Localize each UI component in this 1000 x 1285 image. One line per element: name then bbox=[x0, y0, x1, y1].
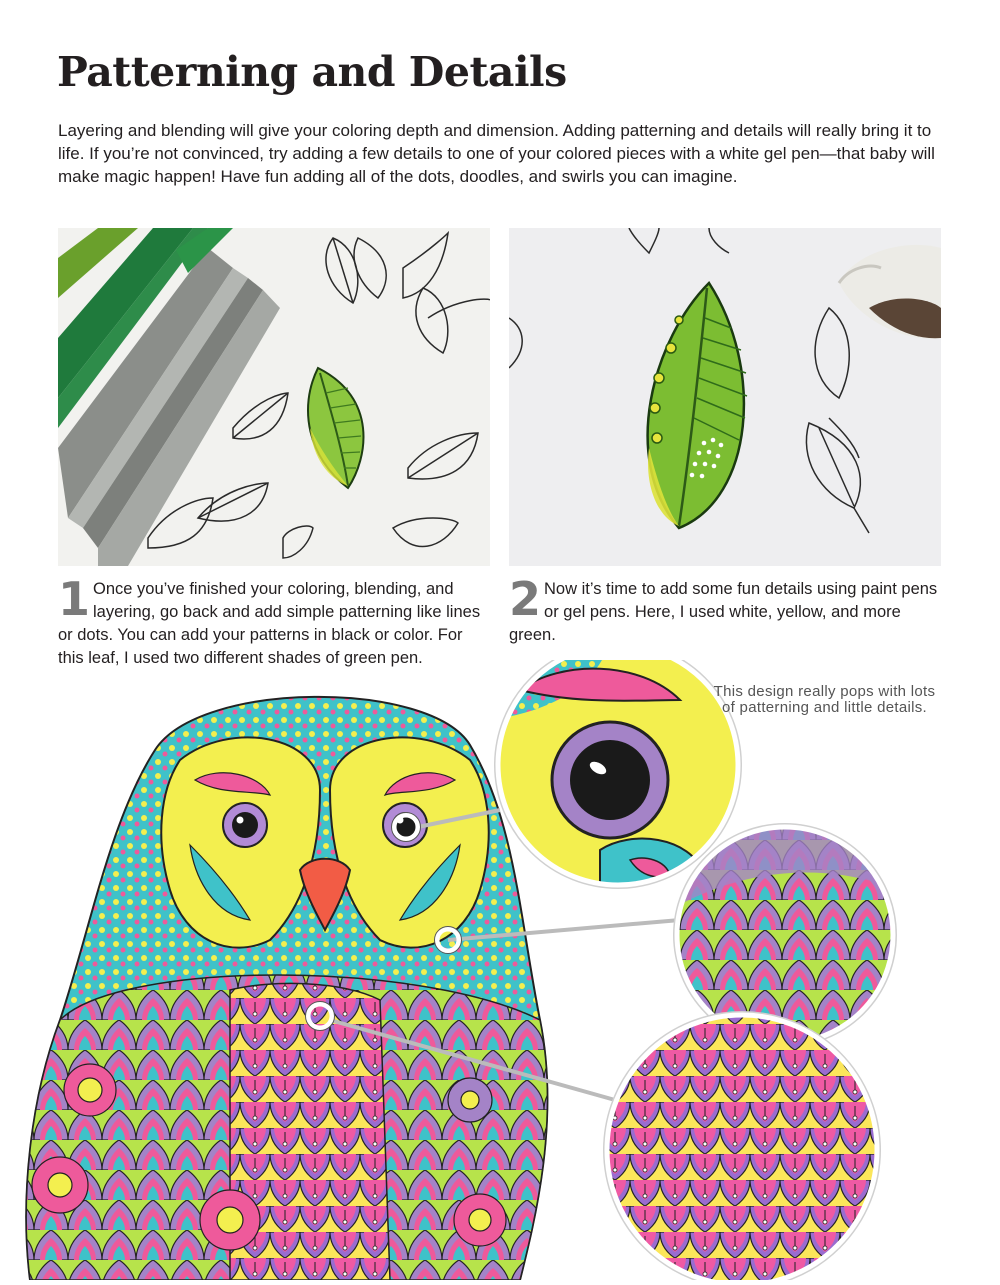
step-number: 2 bbox=[509, 572, 542, 626]
intro-paragraph: Layering and blending will give your coloring depth and dimension. Adding patterning and details will really bring it to life. If you’re not convinced, try adding a few details to one of your colored pieces with a white gel pen—that baby will make magic happen! Have fun adding all of the dots, doodles, and swirls you can imagine. bbox=[58, 121, 935, 186]
zoom-circle-feathers bbox=[670, 820, 900, 1050]
callout-caption: This design really pops with lots of patterning and little details. bbox=[713, 683, 936, 716]
owl-illustration bbox=[0, 660, 1000, 1280]
step-text: Now it’s time to add some fun details using paint pens or gel pens. Here, I used white, yellow, and more green. bbox=[509, 580, 938, 644]
step-1 bbox=[58, 572, 490, 670]
step-number: 1 bbox=[58, 572, 91, 626]
step-2-photo bbox=[509, 228, 941, 566]
page-title: Patterning and Details bbox=[57, 48, 567, 96]
step-2 bbox=[509, 572, 941, 647]
step-text: Once you’ve finished your coloring, blending, and layering, go back and add simple patterning like lines or dots. You can add your patterns in black or color. For this leaf, I used two different shades of green pen. bbox=[58, 580, 481, 667]
zoom-circle-scales bbox=[600, 1010, 890, 1280]
step-1-photo bbox=[58, 228, 490, 566]
